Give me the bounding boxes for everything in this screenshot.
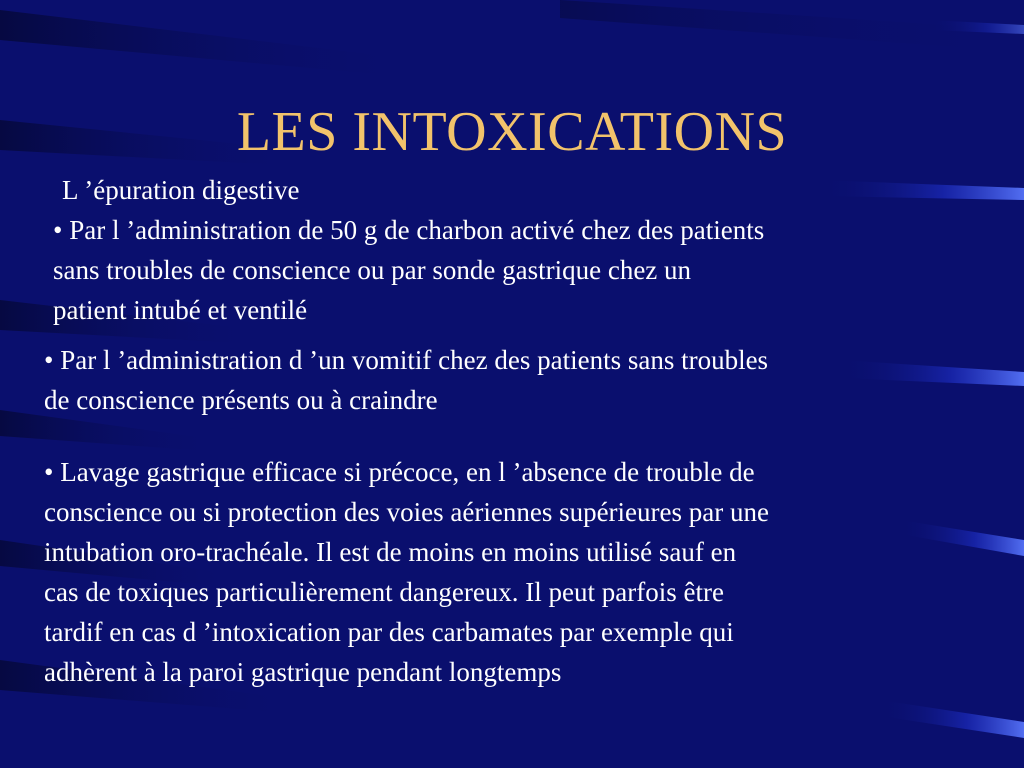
section-subheading: L ’épuration digestive [62,175,300,205]
bullet-paragraph-charcoal: • Par l ’administration de 50 g de charbon activé chez des patients sans troubles de conscience ou par sonde gastrique chez un patient intubé et ventilé [53,215,765,325]
slide-title: LES INTOXICATIONS [236,101,788,163]
bullet-paragraph-gastric-lavage: • Lavage gastrique efficace si précoce, en l ’absence de trouble de conscience ou si protection des voies aériennes supérieures par une intubation oro-trachéale. Il est de moins en moins utilisé sauf en cas de toxiques particulièrement dangereux. Il peut parfois être tardif en cas d ’intoxication par des carbamates par exemple qui adhèrent à la paroi gastrique pendant longtemps [44,457,769,687]
bullet-paragraph-emetic: • Par l ’administration d ’un vomitif chez des patients sans troubles de conscience présents ou à craindre [44,345,769,415]
